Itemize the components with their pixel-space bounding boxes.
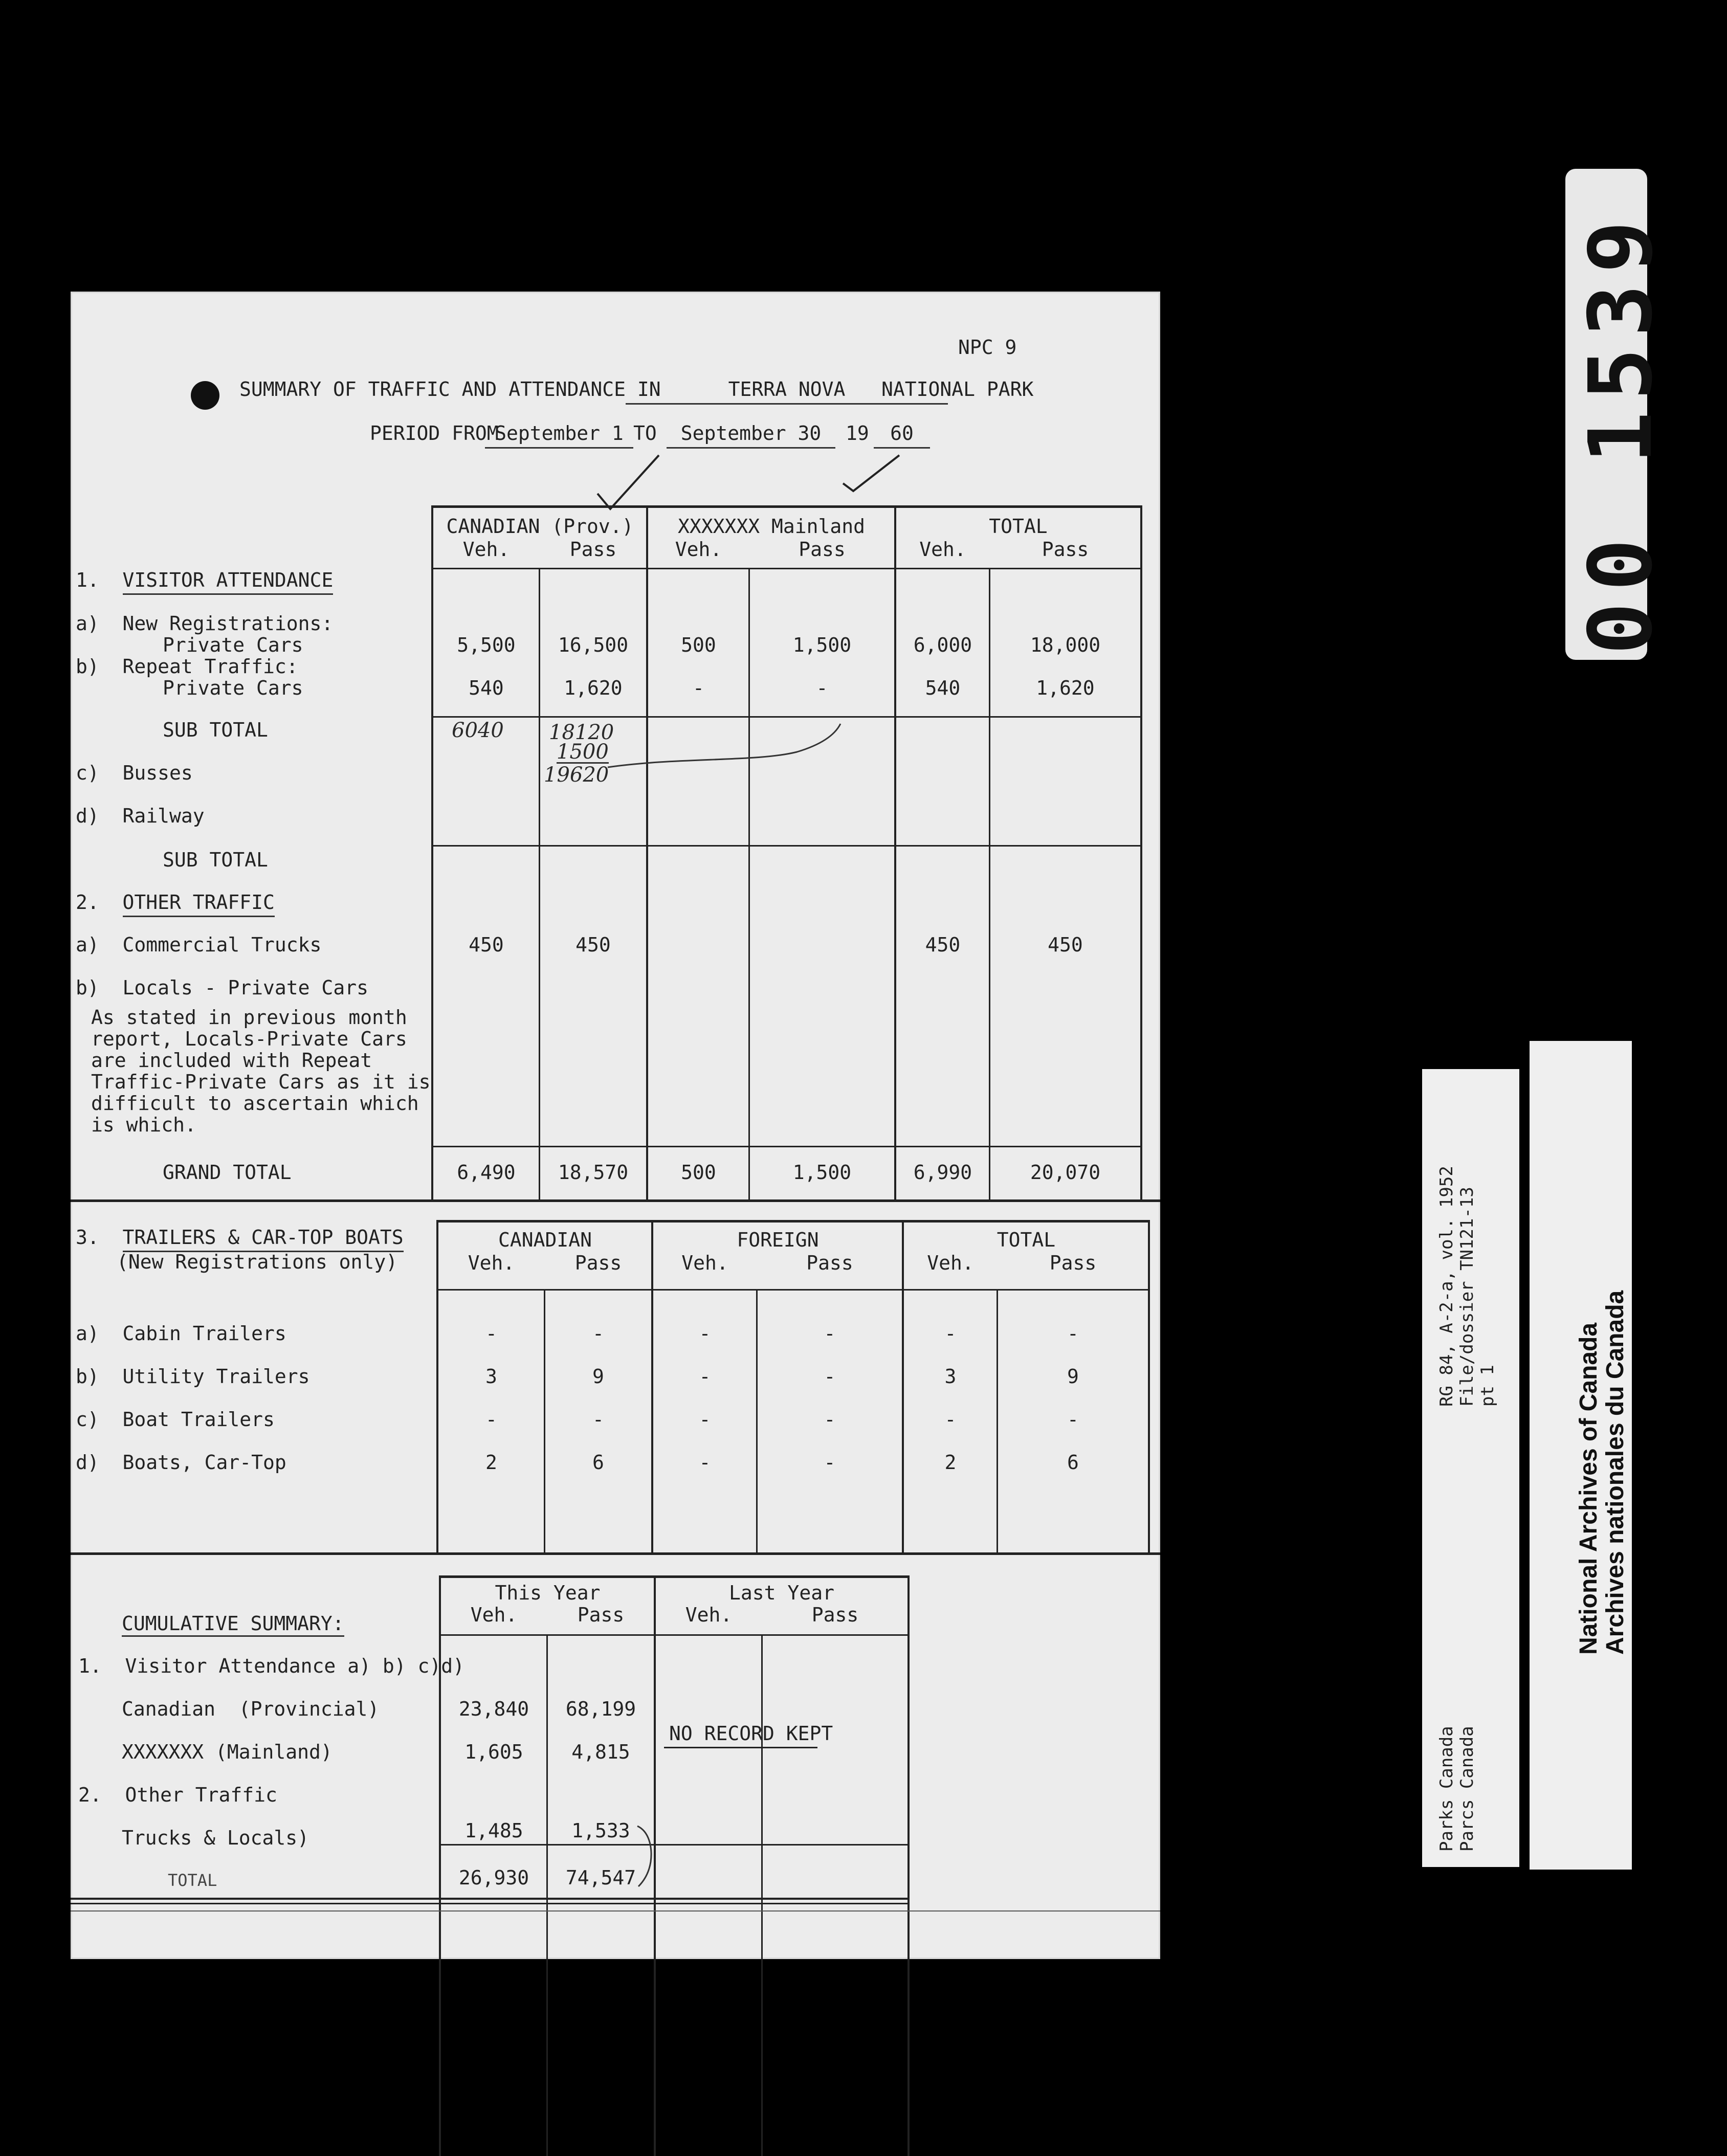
t2-cartop-p2: - [824, 1451, 836, 1474]
t2-sub-veh-3: Veh. [927, 1252, 974, 1274]
to-label: TO [633, 422, 657, 444]
t2-boat-v3: - [944, 1408, 957, 1431]
cell-new-can-veh: 5,500 [457, 634, 516, 656]
cell-rep-main-veh: - [693, 677, 704, 699]
document-sheet [71, 292, 1160, 1959]
cell-gt-main-veh: 500 [681, 1161, 716, 1184]
row-label-subtotal-1: SUB TOTAL [163, 719, 268, 741]
t2-row-cabin: a) Cabin Trailers [76, 1322, 286, 1345]
t3-canadian-veh: 23,840 [458, 1698, 529, 1720]
t2-cartop-v2: - [699, 1451, 711, 1474]
cell-new-main-veh: 500 [681, 634, 716, 656]
archives-name-fr: Archives nationales du Canada [1602, 1290, 1629, 1655]
sub-veh-1: Veh. [462, 538, 510, 561]
t3-sub-veh-1: Veh. [470, 1604, 518, 1626]
t2-cabin-v2: - [699, 1322, 711, 1345]
trailers-subtitle: (New Registrations only) [117, 1251, 398, 1273]
t3-total-veh: 26,930 [458, 1866, 529, 1889]
t3-row-visitor: 1. Visitor Attendance a) b) c)d) [78, 1655, 464, 1677]
row-label-railway: d) Railway [76, 805, 205, 827]
row-label-busses: c) Busses [76, 762, 193, 784]
check-mark-1 [597, 455, 659, 509]
cell-rep-tot-pass: 1,620 [1036, 677, 1095, 699]
cell-new-can-pass: 16,500 [558, 634, 629, 656]
hand-busses-pass: 1500 [557, 740, 609, 764]
cell-gt-tot-veh: 6,990 [913, 1161, 972, 1184]
t3-row-total: TOTAL [168, 1871, 217, 1890]
tag-file-line: File/dossier TN121-13 [1457, 1187, 1477, 1407]
t3-header-this-year: This Year [495, 1582, 601, 1604]
t3-row-trucks: Trucks & Locals) [122, 1827, 309, 1849]
trailers-title-text: TRAILERS & CAR-TOP BOATS [123, 1226, 404, 1252]
cell-rep-can-veh: 540 [469, 677, 504, 699]
hand-subtotal-veh: 6040 [452, 719, 504, 742]
t2-cabin-p1: - [592, 1322, 604, 1345]
row-label-other-traffic: 2. OTHER TRAFFIC [76, 893, 275, 912]
t2-boat-v1: - [485, 1408, 497, 1431]
cell-gt-tot-pass: 20,070 [1030, 1161, 1101, 1184]
cell-truck-tot-pass: 450 [1048, 933, 1083, 956]
t2-row-boat-trailers: c) Boat Trailers [76, 1408, 275, 1431]
tag-pt-line: pt 1 [1477, 1365, 1498, 1407]
row-label-new-reg: a) New Registrations: [76, 612, 334, 635]
other-traffic-text: OTHER TRAFFIC [123, 891, 275, 917]
cell-rep-tot-veh: 540 [925, 677, 961, 699]
cell-new-main-pass: 1,500 [792, 634, 852, 656]
t2-cartop-v3: 2 [944, 1451, 957, 1474]
note-line-5: difficult to ascertain which [91, 1092, 419, 1115]
header-total: TOTAL [989, 515, 1048, 538]
cell-new-tot-pass: 18,000 [1030, 634, 1101, 656]
hand-sum-pass: 19620 [544, 763, 609, 787]
t2-utility-p1: 9 [592, 1365, 604, 1388]
cell-rep-main-pass: - [816, 677, 828, 699]
t2-sub-veh-1: Veh. [468, 1252, 515, 1274]
tag-rg-line: RG 84, A-2-a, vol. 1952 [1436, 1166, 1457, 1407]
t2-sub-pass-2: Pass [806, 1252, 853, 1274]
cell-gt-main-pass: 1,500 [792, 1161, 852, 1184]
t2-row-cartop: d) Boats, Car-Top [76, 1451, 286, 1474]
note-line-2: report, Locals-Private Cars [91, 1028, 407, 1050]
hand-bracket [633, 1821, 664, 1893]
t2-header-canadian: CANADIAN [498, 1229, 592, 1251]
visitor-attendance-text: VISITOR ATTENDANCE [123, 569, 334, 595]
hand-stroke [603, 721, 848, 783]
t3-row-other: 2. Other Traffic [78, 1784, 277, 1806]
t2-utility-p3: 9 [1067, 1365, 1079, 1388]
row-label-private-cars-2: Private Cars [163, 677, 303, 699]
note-line-3: are included with Repeat [91, 1049, 372, 1072]
check-mark-2 [843, 455, 899, 491]
t2-boat-v2: - [699, 1408, 711, 1431]
t2-sub-veh-2: Veh. [681, 1252, 728, 1274]
t3-total-pass: 74,547 [565, 1866, 636, 1889]
t3-trucks-pass: 1,533 [571, 1819, 630, 1842]
note-line-4: Traffic-Private Cars as it is [91, 1071, 431, 1093]
t3-row-canadian: Canadian (Provincial) [122, 1698, 380, 1720]
t3-no-record: NO RECORD KEPT [669, 1722, 833, 1745]
cell-rep-can-pass: 1,620 [564, 677, 623, 699]
park-name-text: TERRA NOVA [728, 378, 846, 401]
t3-row-mainland: XXXXXXX (Mainland) [122, 1741, 333, 1763]
sub-veh-2: Veh. [675, 538, 722, 561]
t2-cartop-p1: 6 [592, 1451, 604, 1474]
t2-utility-p2: - [824, 1365, 836, 1388]
header-canadian: CANADIAN (Prov.) [446, 515, 634, 538]
archive-tag-archives [1530, 1041, 1632, 1870]
note-line-6: is which. [91, 1114, 196, 1136]
year-suffix-text: 60 [890, 422, 914, 444]
period-label: PERIOD FROM [370, 422, 499, 444]
t2-header-foreign: FOREIGN [737, 1229, 819, 1251]
row-label-subtotal-2: SUB TOTAL [163, 849, 268, 871]
cell-gt-can-veh: 6,490 [457, 1161, 516, 1184]
frame-number: 00 1539 [1570, 209, 1672, 655]
t3-trucks-veh: 1,485 [464, 1819, 523, 1842]
archives-name-en: National Archives of Canada [1575, 1322, 1602, 1655]
title-suffix: NATIONAL PARK [881, 378, 1034, 401]
hand-subtotal-pass: 18120 [549, 721, 614, 744]
cell-new-tot-veh: 6,000 [913, 634, 972, 656]
row-label-locals: b) Locals - Private Cars [76, 976, 368, 999]
t2-cartop-p3: 6 [1067, 1451, 1079, 1474]
row-label-visitor-attendance: 1. VISITOR ATTENDANCE [76, 570, 333, 590]
year-prefix: 19 [846, 422, 869, 444]
t2-sub-pass-3: Pass [1049, 1252, 1097, 1274]
t3-mainland-pass: 4,815 [571, 1741, 630, 1763]
sub-pass-3: Pass [1042, 538, 1089, 561]
row-label-repeat: b) Repeat Traffic: [76, 655, 298, 678]
t2-utility-v3: 3 [944, 1365, 957, 1388]
t3-canadian-pass: 68,199 [565, 1698, 636, 1720]
t2-row-utility: b) Utility Trailers [76, 1365, 310, 1388]
t2-utility-v2: - [699, 1365, 711, 1388]
sub-veh-3: Veh. [919, 538, 966, 561]
t2-utility-v1: 3 [485, 1365, 497, 1388]
period-to-text: September 30 [680, 422, 822, 444]
t2-boat-p3: - [1067, 1408, 1079, 1431]
frame-number-strip [1565, 169, 1672, 660]
t3-header-last-year: Last Year [729, 1582, 834, 1604]
t3-title: CUMULATIVE SUMMARY: [122, 1614, 344, 1637]
row-label-grand-total: GRAND TOTAL [163, 1161, 292, 1184]
sub-pass-2: Pass [799, 538, 846, 561]
t2-sub-pass-1: Pass [574, 1252, 622, 1274]
t2-cartop-v1: 2 [485, 1451, 497, 1474]
t3-mainland-veh: 1,605 [464, 1741, 523, 1763]
sub-pass-1: Pass [569, 538, 617, 561]
header-mainland: XXXXXXX Mainland [677, 515, 866, 538]
form-code: NPC 9 [958, 336, 1017, 359]
row-label-commercial-trucks: a) Commercial Trucks [76, 933, 322, 956]
t3-sub-veh-2: Veh. [685, 1604, 733, 1626]
title-prefix: SUMMARY OF TRAFFIC AND ATTENDANCE IN [239, 378, 661, 401]
cell-truck-can-pass: 450 [575, 933, 611, 956]
t2-header-total: TOTAL [997, 1229, 1056, 1251]
t3-sub-pass-1: Pass [577, 1604, 625, 1626]
t2-cabin-p2: - [824, 1322, 836, 1345]
period-from-text: September 1 [495, 422, 624, 444]
cell-gt-can-pass: 18,570 [558, 1161, 629, 1184]
row-label-private-cars-1: Private Cars [163, 634, 303, 656]
cell-truck-can-veh: 450 [469, 933, 504, 956]
t2-boat-p1: - [592, 1408, 604, 1431]
note-line-1: As stated in previous month [91, 1006, 407, 1029]
tag-parks-fr: Parcs Canada [1457, 1726, 1477, 1852]
cell-truck-tot-veh: 450 [925, 933, 961, 956]
archive-tag-file [1422, 1069, 1519, 1867]
trailers-title: 3. TRAILERS & CAR-TOP BOATS [76, 1228, 404, 1247]
t2-cabin-v3: - [944, 1322, 957, 1345]
t2-boat-p2: - [824, 1408, 836, 1431]
t2-cabin-v1: - [485, 1322, 497, 1345]
punch-hole [191, 381, 219, 410]
t2-cabin-p3: - [1067, 1322, 1079, 1345]
tag-parks-en: Parks Canada [1436, 1726, 1457, 1852]
t3-sub-pass-2: Pass [811, 1604, 859, 1626]
